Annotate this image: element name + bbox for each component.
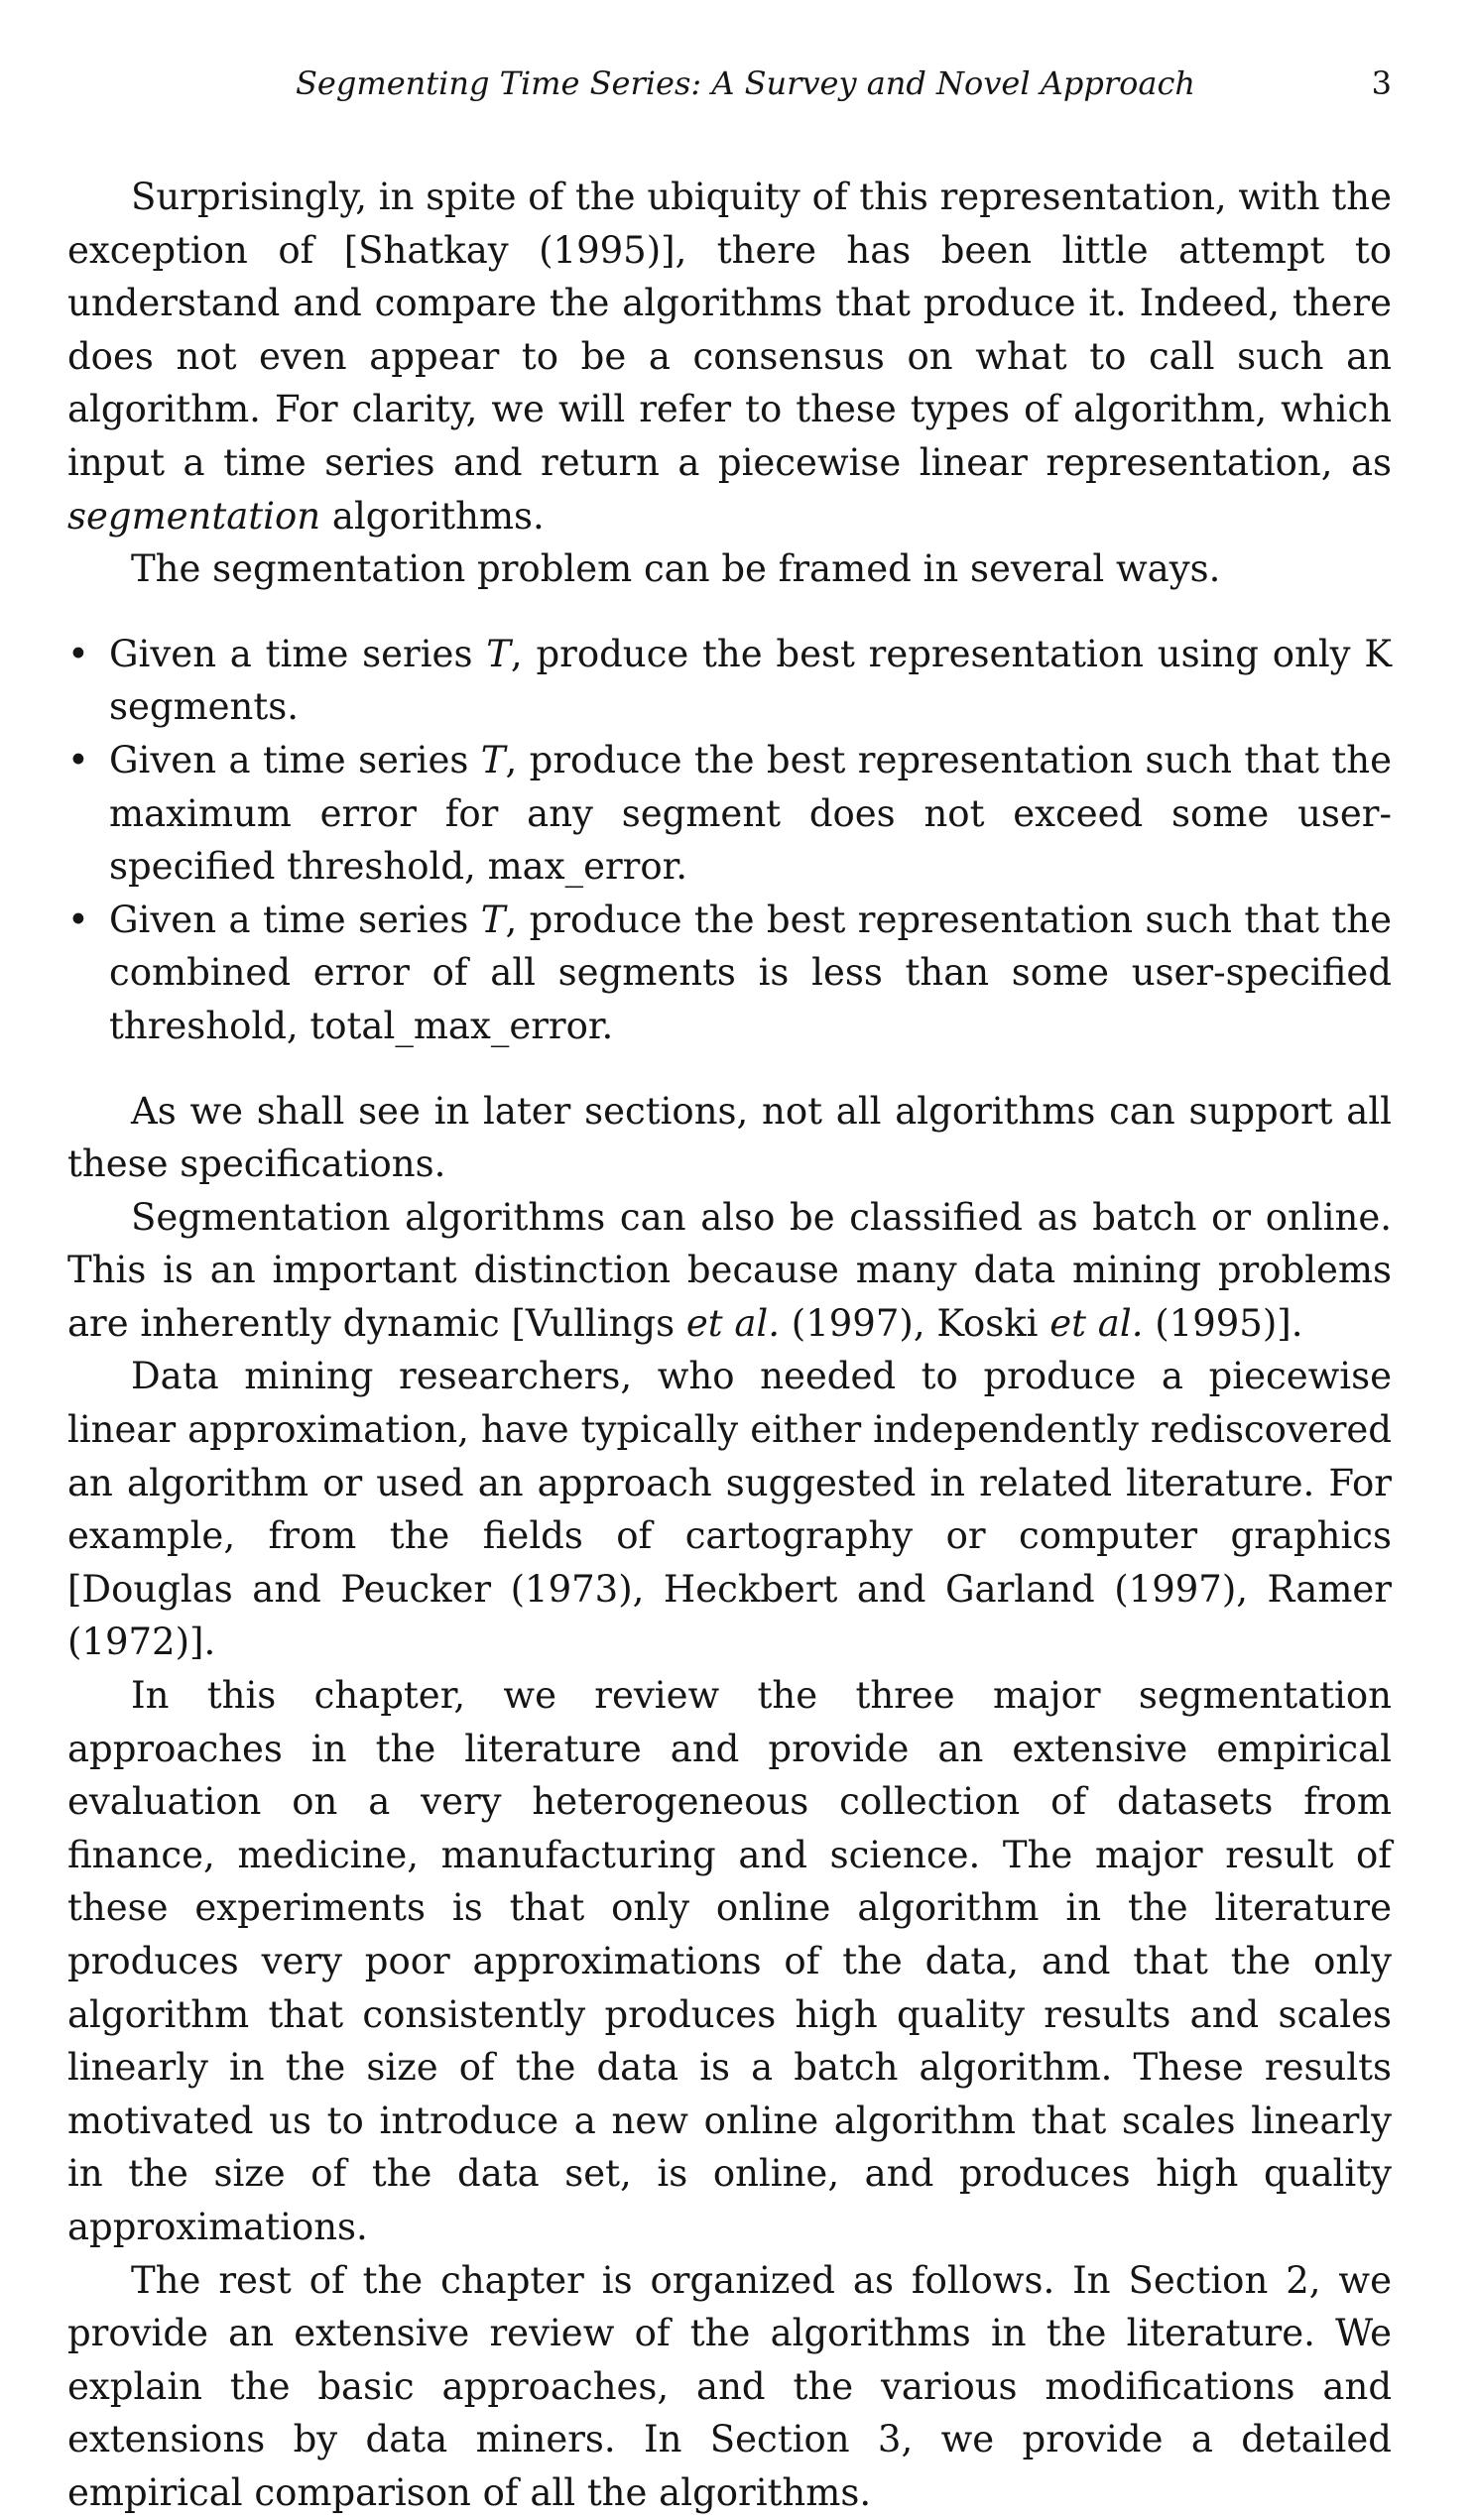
list-item-text: Given a time series <box>109 738 481 781</box>
paragraph-specifications: As we shall see in later sections, not all algorithms can support all these specifications. <box>67 1089 1392 1186</box>
paragraph-text: Segmentation algorithms can also be classified as batch or online. This is an important distinction because many data mining problems are inherently dynamic [Vullings <box>67 1195 1392 1345</box>
list-item <box>67 628 1392 734</box>
paragraph-text: (1997), Koski <box>780 1301 1050 1345</box>
paragraph-intro-text: Surprisingly, in spite of the ubiquity of this representation, with the exception of [Shatkay (1995)], there has been little attempt to understand and compare the algorithms that produce it. Indeed, there does not even appear to be a consensus on what to call such an algorithm. For clarity, we will refer to these types of algorithm, which input a time series and return a piecewise linear representation, as <box>67 176 1392 484</box>
math-variable: T <box>486 632 511 675</box>
paragraph-batch-online <box>67 1191 1392 1351</box>
list-item-text: , produce the best representation such that the combined error of all segments is less than some user-specified threshold, total_max_error. <box>109 898 1392 1047</box>
body-text <box>67 171 1392 2520</box>
list-item <box>67 894 1392 1053</box>
page-number: 3 <box>1371 64 1392 102</box>
emphasis-et-al: et al. <box>685 1301 781 1345</box>
paragraph-data-mining: Data mining researchers, who needed to produce a piecewise linear approximation, have typically either independently rediscovered an algorithm or used an approach suggested in related literature. For example, from the fields of cartography or computer graphics [Douglas and Peucker (1973), Heckbert and Garland (1997), Ramer (1972)]. <box>67 1355 1392 1664</box>
paragraph-chapter-review: In this chapter, we review the three major segmentation approaches in the literature and provide an extensive empirical evaluation on a very heterogeneous collection of datasets from finance, medicine, manufacturing and science. The major result of these experiments is that only online algorithm in the literature produces very poor approximations of the data, and that the only algorithm that consistently produces high quality results and scales linearly in the size of the data is a batch algorithm. These results motivated us to introduce a new online algorithm that scales linearly in the size of the data set, is online, and produces high quality approximations. <box>67 1674 1392 2248</box>
paragraph-intro-end: algorithms. <box>320 494 545 538</box>
list-item <box>67 734 1392 894</box>
emphasis-segmentation: segmentation <box>67 494 321 538</box>
bullet-icon: • <box>67 632 89 675</box>
list-item-text: Given a time series <box>109 898 481 941</box>
list-item-text: Given a time series <box>109 632 487 675</box>
paragraph-text: (1995)]. <box>1143 1301 1303 1345</box>
bullet-icon: • <box>67 738 89 781</box>
list-item-text: , produce the best representation such that the maximum error for any segment does not exceed some user-specified threshold, max_error. <box>109 738 1392 889</box>
bullet-icon: • <box>67 898 89 941</box>
paragraph-intro <box>67 171 1392 542</box>
running-title: Segmenting Time Series: A Survey and Novel Approach <box>296 64 1195 102</box>
math-variable: T <box>480 898 506 941</box>
emphasis-et-al: et al. <box>1049 1301 1144 1345</box>
list-item-text: , produce the best representation using only K segments. <box>109 632 1392 729</box>
math-variable: T <box>480 738 506 781</box>
running-header <box>67 63 1392 103</box>
problem-list <box>67 628 1392 1053</box>
paragraph-problem-framing: The segmentation problem can be framed in several ways. <box>131 547 1221 591</box>
paragraph-organization: The rest of the chapter is organized as follows. In Section 2, we provide an extensive review of the algorithms in the literature. We explain the basic approaches, and the various modifications and extensions by data miners. In Section 3, we provide a detailed empirical comparison of all the algorithms. <box>67 2258 1392 2514</box>
